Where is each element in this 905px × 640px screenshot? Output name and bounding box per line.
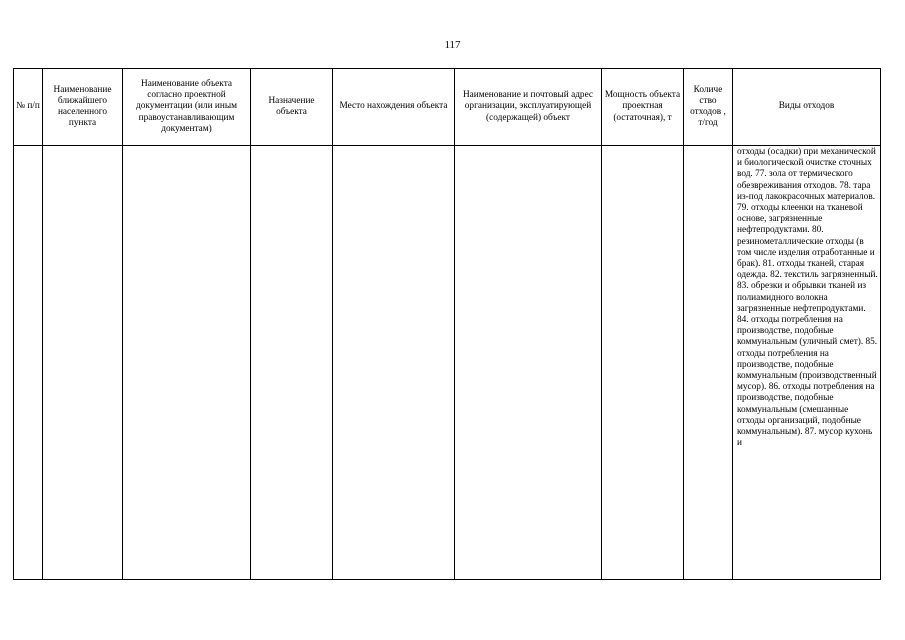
- cell-settlement: [43, 146, 123, 580]
- cell-purpose: [251, 146, 333, 580]
- waste-facilities-table: [13, 68, 881, 580]
- cell-waste-amount: [684, 146, 733, 580]
- cell-operator: [455, 146, 602, 580]
- cell-waste-types: отходы (осадки) при механической и биологической очистке сточных вод. 77. зола от термического обезвреживания отходов. 78. тара из-под лакокрасочных материалов. 79. отходы клеенки на тканевой основе, загрязненные нефтепродуктами. 80. резинометаллические отходы (в том числе изделия отработанные и брак). 81. отходы тканей, старая одежда. 82. текстиль загрязненный. 83. обрезки и обрывки тканей из полиамидного волокна загрязненные нефтепродуктами. 84. отходы потребления на производстве, подобные коммунальным (уличный смет). 85. отходы потребления на производстве, подобные коммунальным (производственный мусор). 86. отходы потребления на производстве, подобные коммунальным (смешанные отходы организаций, подобные коммунальным). 87. мусор кухонь и: [733, 146, 881, 580]
- header-location: Место нахождения объекта: [333, 69, 455, 146]
- table-row: [14, 146, 881, 580]
- page-number: 117: [444, 39, 461, 51]
- header-operator: Наименование и почтовый адрес организации, эксплуатирующей (содержащей) объект: [455, 69, 602, 146]
- cell-capacity: [602, 146, 684, 580]
- table-header-row: [14, 69, 881, 146]
- header-number: № п/п: [14, 69, 43, 146]
- cell-object-name: [123, 146, 251, 580]
- header-settlement: Наименование ближайшего населенного пункта: [43, 69, 123, 146]
- header-capacity: Мощность объекта проектная (остаточная), т: [602, 69, 684, 146]
- cell-location: [333, 146, 455, 580]
- header-waste-types: Виды отходов: [733, 69, 881, 146]
- header-waste-amount: Количе ство отходов , т/год: [684, 69, 733, 146]
- cell-number: [14, 146, 43, 580]
- header-purpose: Назначение объекта: [251, 69, 333, 146]
- header-object-name: Наименование объекта согласно проектной документации (или иным правоустанавливающим документам): [123, 69, 251, 146]
